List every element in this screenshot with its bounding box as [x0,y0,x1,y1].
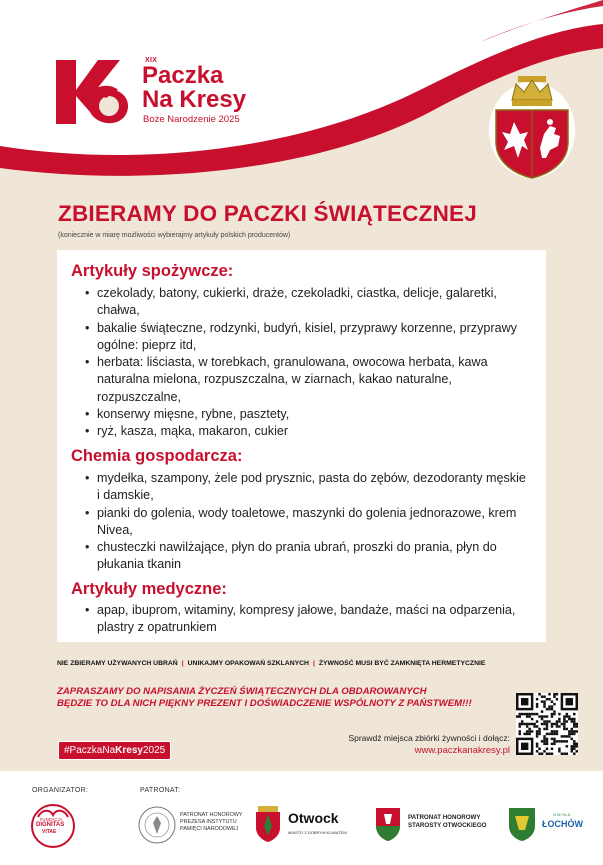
otwock-name: Otwock [288,810,339,826]
powiat-otwocki-crest-icon [374,806,402,842]
section-heading-medical: Artykuły medyczne: [71,580,227,598]
medical-list [85,602,527,637]
note-separator: | [181,660,184,667]
edition-numeral: XIX [145,57,158,64]
lochow-small: GMINA [553,812,572,817]
note-separator: | [312,660,315,667]
list-item: • mydełka, szampony, żele pod prysznic, pasta do zębów, dezodoranty męskie i damskie, [85,470,527,505]
hashtag-suffix: 2025 [142,745,166,756]
list-item: • ryż, kasza, mąka, makaron, cukier [85,423,527,440]
list-item: • apap, ibuprom, witaminy, kompresy jałowe, bandaże, maści na odparzenia, plastry z opatrunkiem [85,602,527,637]
hashtag-bold: Kresy [115,745,143,756]
organizer-label: ORGANIZATOR: [32,787,89,794]
list-item: • bakalie świąteczne, rodzynki, budyń, kisiel, przyprawy korzenne, przyprawy ogólne: pieprz itd, [85,320,527,355]
food-list [85,285,527,441]
ipn-line2: PREZESA INSTYTUTU [180,819,237,825]
dignitas-line3: VITAE [42,829,57,835]
lochow-name: ŁOCHÓW [542,819,583,829]
hashtag-prefix: #PaczkaNa [64,745,116,756]
ipn-seal-icon [138,806,176,844]
note-no-glass: UNIKAJMY OPAKOWAŃ SZKLANYCH [187,660,309,667]
list-item: • pianki do golenia, wody toaletowe, maszynki do golenia jednorazowe, krem Nivea, [85,505,527,540]
list-item: • konserwy mięsne, rybne, pasztety, [85,406,527,423]
list-item: • herbata: liściasta, w torebkach, granulowana, owocowa herbata, kawa naturalna mielona, rozpuszczalna, w ziarnach, kakao naturalne, rozpuszczalne, [85,354,527,406]
patron-label: PATRONAT: [140,787,181,794]
note-sealed-food: ŻYWNOŚĆ MUSI BYĆ ZAMKNIĘTA HERMETYCZNIE [318,660,486,667]
section-heading-household: Chemia gospodarcza: [71,447,243,465]
list-item: • chusteczki nawilżające, płyn do prania ubrań, proszki do prania, płyn do płukania tkanin [85,539,527,574]
invitation-line2: BĘDZIE TO DLA NICH PIĘKNY PREZENT I DOŚWIADCZENIE WSPÓLNOTY Z PAŃSTWEM!!! [57,698,472,709]
otwock-crest-icon [254,806,282,842]
wishes-invitation [57,686,472,710]
starosta-patron-text [408,814,487,830]
check-locations-text: Sprawdź miejsca zbiórki żywności i dołącz: [348,733,510,743]
brand-title-line1: Paczka [142,62,224,89]
brand-title-line2: Na Kresy [142,86,247,113]
brand-subtitle: Boże Narodzenie 2025 [143,114,240,125]
dignitas-line1: FUNDACJA [40,817,63,822]
starosta-line1: PATRONAT HONOROWY [408,814,481,821]
otwock-tagline: MIASTO Z DOBRYM KLIMATEM [288,830,347,835]
paczka-logo-icon [54,56,132,128]
ipn-line3: PAMIĘCI NARODOWEJ [180,826,239,832]
page-subtitle: (koniecznie w miarę możliwości wybierajmy artykuły polskich producentów) [58,232,291,239]
invitation-line1: ZAPRASZAMY DO NAPISANIA ŻYCZEŃ ŚWIĄTECZNYCH DLA OBDAROWANYCH [57,686,427,697]
lochow-crest-icon [507,806,537,842]
coat-of-arms-icon [488,70,576,180]
note-no-clothes: NIE ZBIERAMY UŻYWANYCH UBRAŃ [57,660,178,667]
ipn-patron-text [180,812,243,833]
dignitas-line2: DIGNITAS [36,822,65,828]
list-item: • czekolady, batony, cukierki, draże, czekoladki, ciastka, delicje, galaretki, chałwa, [85,285,527,320]
collection-notes [57,660,557,667]
ipn-line1: PATRONAT HONOROWY [180,812,243,818]
section-heading-food: Artykuły spożywcze: [71,262,234,280]
starosta-line2: STAROSTY OTWOCKIEGO [408,822,487,829]
website-link[interactable]: www.paczkanakresy.pl [414,745,510,756]
page-title: ZBIERAMY DO PACZKI ŚWIĄTECZNEJ [58,201,477,226]
items-panel [57,250,546,642]
hashtag-badge [58,741,171,760]
qr-code-icon[interactable] [516,693,578,755]
household-list [85,470,527,574]
